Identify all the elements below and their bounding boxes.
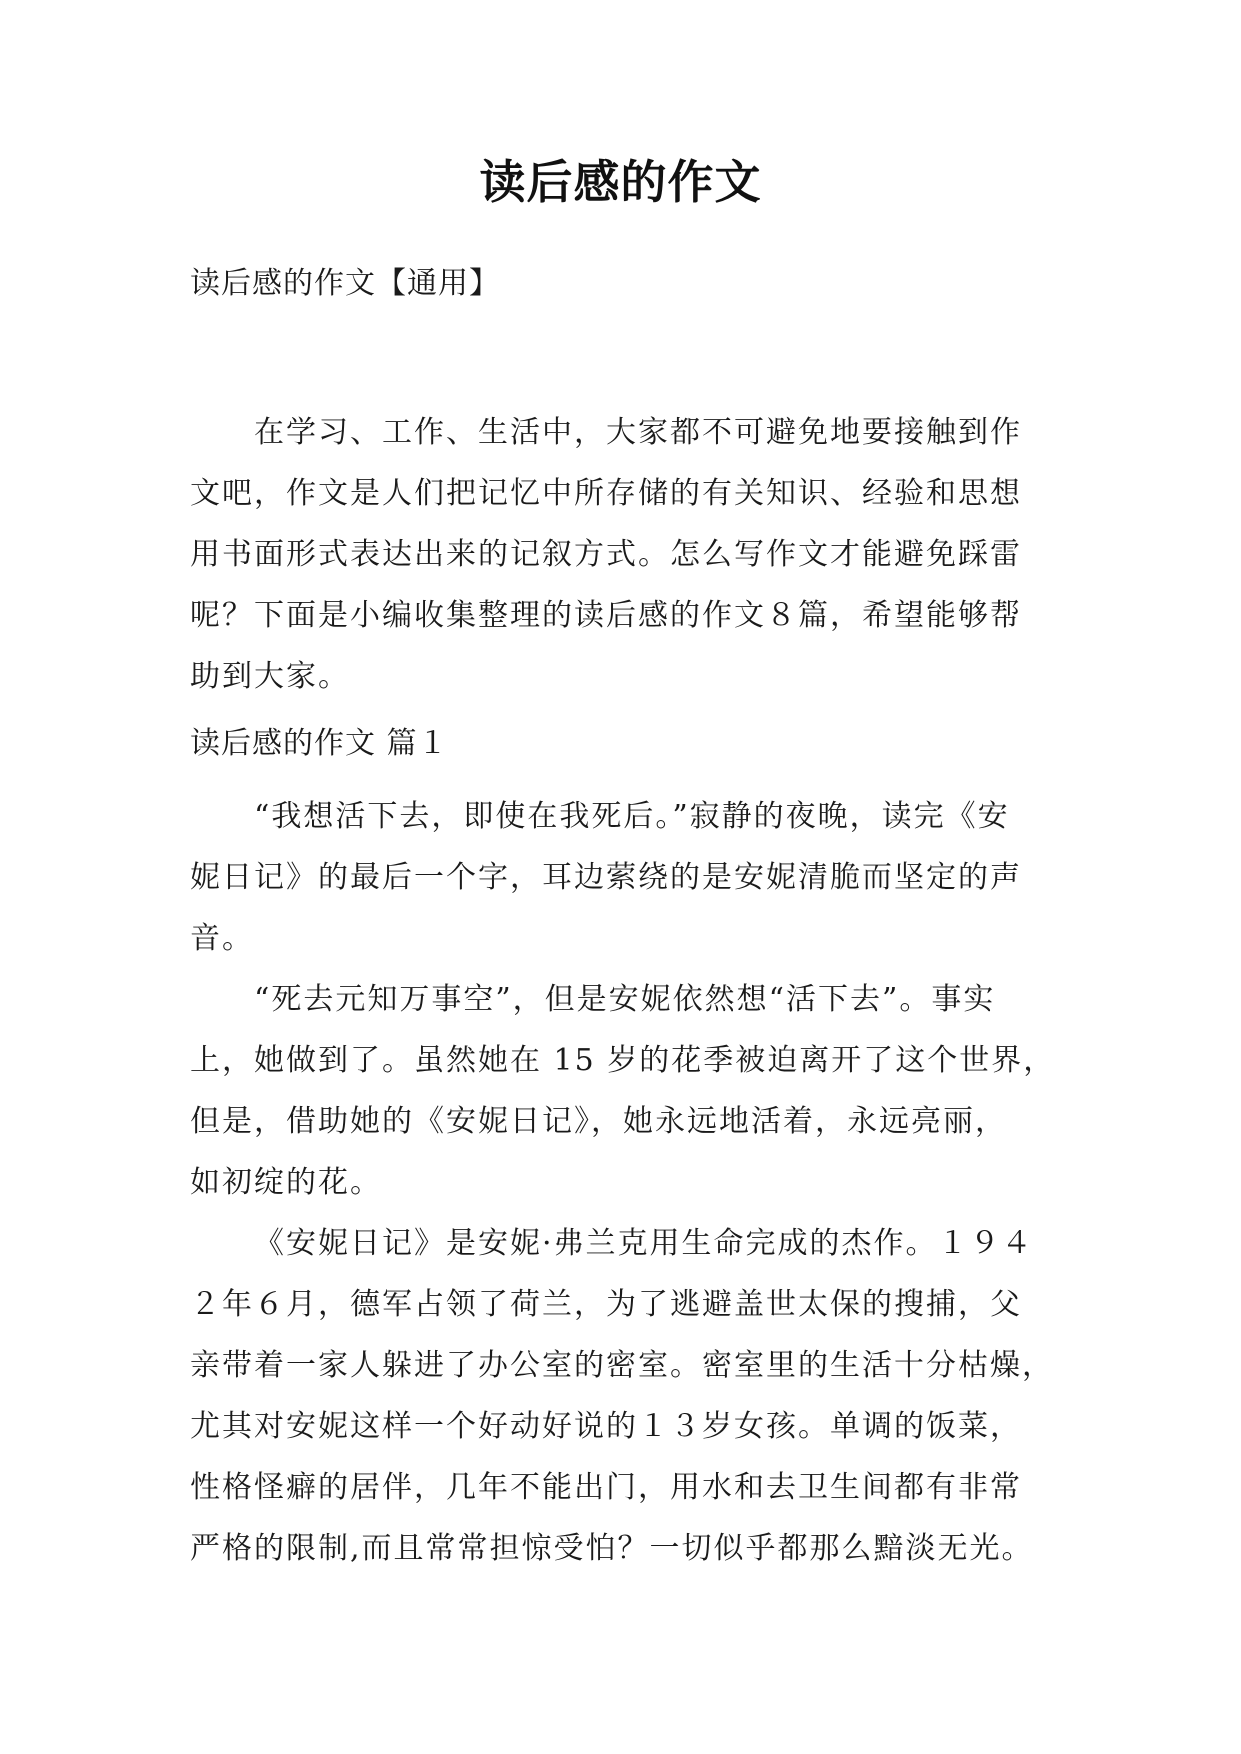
section-heading: 读后感的作文 篇１ xyxy=(190,726,449,761)
body-line: 如初绽的花。 xyxy=(190,1165,382,1200)
body-line: “死去元知万事空”，但是安妮依然想“活下去”。事实 xyxy=(254,982,996,1017)
body-line: 音。 xyxy=(190,921,254,956)
body-line: 亲带着一家人躲进了办公室的密室。密室里的生活十分枯燥， xyxy=(190,1348,1054,1383)
body-line: 上，她做到了。虽然她在 15 岁的花季被迫离开了这个世界， xyxy=(190,1043,1056,1078)
intro-line: 用书面形式表达出来的记叙方式。怎么写作文才能避免踩雷 xyxy=(190,537,1022,572)
body-line: ２年６月，德军占领了荷兰，为了逃避盖世太保的搜捕，父 xyxy=(190,1287,1022,1322)
intro-line: 助到大家。 xyxy=(190,659,350,694)
body-line: “我想活下去，即使在我死后。”寂静的夜晚，读完《安 xyxy=(254,799,1010,834)
intro-line: 文吧，作文是人们把记忆中所存储的有关知识、经验和思想 xyxy=(190,476,1022,511)
body-line: 性格怪癖的居伴，几年不能出门，用水和去卫生间都有非常 xyxy=(190,1470,1022,1505)
intro-paragraph xyxy=(190,402,1070,707)
body-line: 尤其对安妮这样一个好动好说的１３岁女孩。单调的饭菜， xyxy=(190,1409,1022,1444)
intro-line: 在学习、工作、生活中，大家都不可避免地要接触到作 xyxy=(254,415,1022,450)
body-line: 《安妮日记》是安妮·弗兰克用生命完成的杰作。１９４ xyxy=(254,1226,1034,1261)
essay-body xyxy=(190,786,1070,1579)
body-line: 但是，借助她的《安妮日记》，她永远地活着，永远亮丽， xyxy=(190,1104,1007,1139)
intro-line: 呢？下面是小编收集整理的读后感的作文８篇，希望能够帮 xyxy=(190,598,1022,633)
document-title: 读后感的作文 xyxy=(479,155,762,209)
document-subtitle: 读后感的作文【通用】 xyxy=(190,266,500,301)
body-line: 妮日记》的最后一个字，耳边萦绕的是安妮清脆而坚定的声 xyxy=(190,860,1022,895)
body-line: 严格的限制,而且常常担惊受怕？一切似乎都那么黯淡无光。 xyxy=(190,1531,1034,1566)
